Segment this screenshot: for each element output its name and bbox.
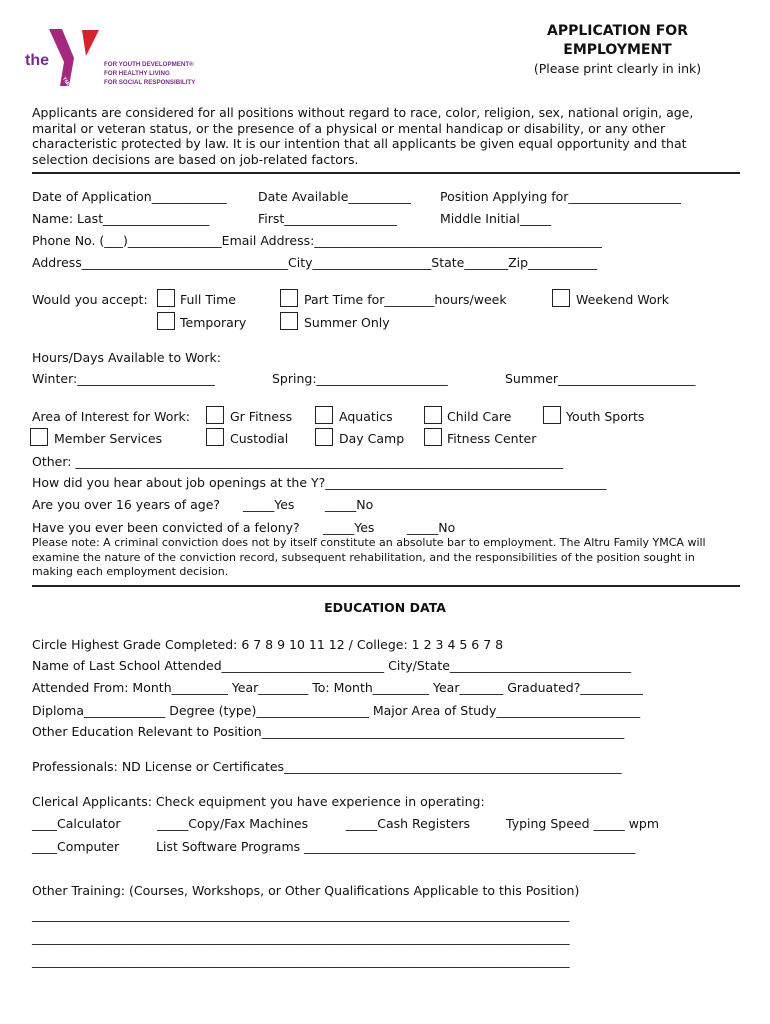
intro-line-2: marital or veteran status, or the presence of a physical or mental handicap or disability, or any other — [32, 120, 666, 136]
phone-email-field[interactable]: Phone No. (___)_______________Email Address:______________________________________________ — [32, 233, 602, 248]
date-available-field[interactable]: Date Available__________ — [258, 189, 411, 204]
day-camp-checkbox[interactable] — [315, 428, 333, 446]
cash-registers-field[interactable]: _____Cash Registers — [346, 816, 471, 831]
computer-field[interactable]: ____Computer — [32, 839, 120, 854]
other-training-label: Other Training: (Courses, Workshops, or Other Qualifications Applicable to this Position) — [32, 883, 580, 898]
aquatics-label: Aquatics — [339, 409, 393, 424]
logo-tagline-1: FOR YOUTH DEVELOPMENT® — [104, 61, 194, 68]
calculator-field[interactable]: ____Calculator — [32, 816, 121, 831]
intro-paragraph — [32, 105, 737, 167]
logo-the-text: the — [25, 52, 49, 69]
note-line-3: making each employment decision. — [32, 565, 229, 578]
gr-fitness-checkbox[interactable] — [206, 406, 224, 424]
logo-y-right-arm — [82, 30, 99, 56]
note-line-2: examine the nature of the conviction record, subsequent rehabilitation, and the responsibilities of the position sought in — [32, 550, 695, 564]
training-line-2[interactable]: ______________________________________________________________________________________ — [32, 930, 570, 945]
custodial-label: Custodial — [230, 431, 289, 446]
page-subtitle: (Please print clearly in ink) — [533, 61, 702, 76]
logo-tagline-2: FOR HEALTHY LIVING — [104, 70, 170, 77]
part-time-checkbox[interactable] — [280, 289, 298, 307]
interest-label: Area of Interest for Work: — [32, 409, 190, 424]
education-heading: EDUCATION DATA — [324, 600, 446, 615]
software-programs-field[interactable]: List Software Programs _____________________________________________________ — [156, 839, 636, 854]
training-line-3[interactable]: ______________________________________________________________________________________ — [32, 953, 570, 968]
child-care-checkbox[interactable] — [424, 406, 442, 424]
temporary-label: Temporary — [180, 315, 247, 330]
date-of-application-field[interactable]: Date of Application____________ — [32, 189, 227, 204]
address-field[interactable]: Address_________________________________City___________________State_______Zip___________ — [32, 255, 597, 270]
divider-education — [32, 585, 740, 587]
typing-speed-field[interactable]: Typing Speed _____ wpm — [506, 816, 660, 831]
full-time-label: Full Time — [180, 292, 236, 307]
felony-yes-field[interactable]: _____Yes — [323, 520, 375, 535]
professionals-field[interactable]: Professionals: ND License or Certificates______________________________________________________ — [32, 759, 622, 774]
youth-sports-checkbox[interactable] — [543, 406, 561, 424]
training-line-1[interactable]: ______________________________________________________________________________________ — [32, 907, 570, 922]
over-16-yes-field[interactable]: _____Yes — [243, 497, 295, 512]
over-16-question: Are you over 16 years of age? — [32, 497, 221, 512]
middle-initial-field[interactable]: Middle Initial_____ — [440, 211, 552, 226]
part-time-label: Part Time for________hours/week — [304, 292, 507, 307]
logo-tagline-3: FOR SOCIAL RESPONSIBILITY — [104, 79, 196, 86]
intro-line-1: Applicants are considered for all positions without regard to race, color, religion, sex, national origin, age, — [32, 105, 694, 120]
felony-question: Have you ever been convicted of a felony? — [32, 520, 300, 535]
divider-top — [32, 172, 740, 174]
day-camp-label: Day Camp — [339, 431, 405, 446]
weekend-work-checkbox[interactable] — [552, 289, 570, 307]
page-title-line1: APPLICATION FOR — [546, 23, 688, 39]
over-16-no-field[interactable]: _____No — [325, 497, 374, 512]
other-field[interactable]: Other: ______________________________________________________________________________ — [32, 454, 563, 469]
fitness-center-label: Fitness Center — [447, 431, 537, 446]
name-last-field[interactable]: Name: Last_________________ — [32, 211, 210, 226]
intro-line-4: selection decisions are based on job-related factors. — [32, 151, 359, 167]
summer-field[interactable]: Summer______________________ — [505, 371, 696, 386]
note-line-1: Please note: A criminal conviction does not by itself constitute an absolute bar to employment. The Altru Family YMCA will — [32, 536, 706, 549]
aquatics-checkbox[interactable] — [315, 406, 333, 424]
felony-note — [32, 536, 737, 580]
highest-grade-field[interactable]: Circle Highest Grade Completed: 6 7 8 9 10 11 12 / College: 1 2 3 4 5 6 7 8 — [32, 637, 504, 652]
diploma-field[interactable]: Diploma_____________ Degree (type)__________________ Major Area of Study_______________________ — [32, 703, 641, 718]
last-school-field[interactable]: Name of Last School Attended__________________________ City/State_____________________________ — [32, 658, 632, 673]
weekend-work-label: Weekend Work — [576, 292, 669, 307]
page-title-line2: EMPLOYMENT — [563, 42, 672, 58]
child-care-label: Child Care — [447, 409, 512, 424]
full-time-checkbox[interactable] — [157, 289, 175, 307]
name-first-field[interactable]: First__________________ — [258, 211, 397, 226]
hear-about-field[interactable]: How did you hear about job openings at the Y?_____________________________________________ — [32, 475, 607, 490]
summer-only-label: Summer Only — [304, 315, 390, 330]
logo-ymca-text: YMCA — [60, 76, 74, 92]
custodial-checkbox[interactable] — [206, 428, 224, 446]
spring-field[interactable]: Spring:_____________________ — [272, 371, 448, 386]
member-services-checkbox[interactable] — [30, 428, 48, 446]
clerical-label: Clerical Applicants: Check equipment you have experience in operating: — [32, 794, 485, 809]
winter-field[interactable]: Winter:______________________ — [32, 371, 215, 386]
temporary-checkbox[interactable] — [157, 312, 175, 330]
hours-available-label: Hours/Days Available to Work: — [32, 350, 221, 365]
accept-label: Would you accept: — [32, 292, 148, 307]
summer-only-checkbox[interactable] — [280, 312, 298, 330]
fitness-center-checkbox[interactable] — [424, 428, 442, 446]
logo-tagline — [104, 60, 195, 87]
gr-fitness-label: Gr Fitness — [230, 409, 293, 424]
copy-fax-field[interactable]: _____Copy/Fax Machines — [157, 816, 309, 831]
attended-from-field[interactable]: Attended From: Month_________ Year________ To: Month_________ Year_______ Graduated?__________ — [32, 680, 643, 695]
intro-line-3: characteristic protected by law. It is our intention that all applicants be given equal opportunity and that — [32, 136, 687, 151]
other-education-field[interactable]: Other Education Relevant to Position__________________________________________________________ — [32, 724, 625, 739]
youth-sports-label: Youth Sports — [566, 409, 645, 424]
position-applying-field[interactable]: Position Applying for__________________ — [440, 189, 681, 204]
member-services-label: Member Services — [54, 431, 163, 446]
felony-no-field[interactable]: _____No — [407, 520, 456, 535]
